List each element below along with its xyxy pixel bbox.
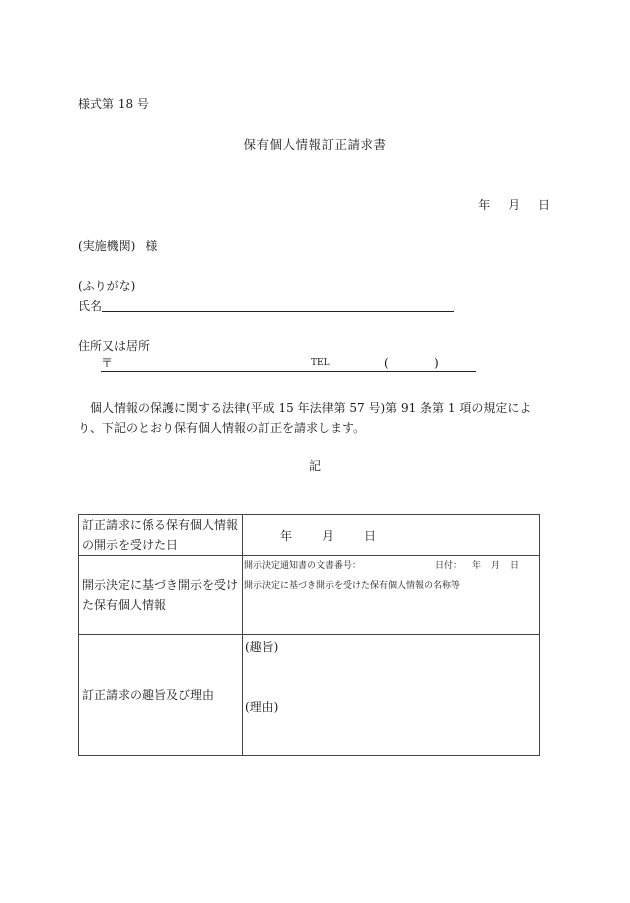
tel-paren-close: ) [434, 356, 439, 370]
date-year: 年 [478, 198, 491, 212]
disclosure-date-field[interactable] [243, 515, 540, 556]
tel-mark: TEL [311, 358, 330, 368]
name-field[interactable] [102, 311, 454, 312]
ki-heading: 記 [308, 459, 321, 473]
disclosure-date-label: 訂正請求に係る保有個人情報の開示を受けた日 [79, 515, 243, 556]
notice-day: 日 [510, 561, 520, 571]
date-month: 月 [508, 198, 521, 212]
disclosed-info-label: 開示決定に基づき開示を受けた保有個人情報 [79, 556, 243, 635]
notice-date [435, 556, 519, 576]
request-table [78, 514, 540, 756]
purpose-label: (趣旨) [245, 640, 279, 654]
notice-number-label: 開示決定通知書の文書番号： [244, 561, 362, 571]
address-field[interactable] [101, 357, 476, 372]
addressee [78, 240, 157, 252]
agency-label: (実施機関) [78, 239, 136, 253]
disclosure-year: 年 [280, 528, 293, 543]
address-label: 住所又は居所 [78, 339, 151, 353]
disclosure-day: 日 [364, 528, 377, 543]
notice-number-line [243, 556, 539, 576]
page-title: 保有個人情報訂正請求書 [243, 137, 387, 152]
disclosure-month: 月 [322, 528, 335, 543]
table-row [79, 515, 540, 556]
purpose-reason-field[interactable] [243, 635, 540, 756]
info-name-label: 開示決定に基づき開示を受けた保有個人情報の名称等 [244, 581, 461, 591]
table-row [79, 635, 540, 756]
purpose-reason-label: 訂正請求の趣旨及び理由 [79, 635, 243, 756]
honorific: 様 [145, 239, 158, 253]
postal-mark: 〒 [101, 356, 114, 370]
form-number: 様式第 18 号 [78, 97, 149, 111]
reason-label: (理由) [245, 700, 279, 714]
date-day: 日 [537, 198, 550, 212]
table-row [79, 556, 540, 635]
disclosed-info-field[interactable] [243, 556, 540, 635]
request-date [0, 199, 550, 211]
tel-paren-open: ( [384, 356, 389, 370]
furigana-label: (ふりがな) [78, 279, 136, 293]
notice-month: 月 [491, 561, 501, 571]
notice-year: 年 [472, 561, 482, 571]
name-label: 氏名 [78, 299, 103, 313]
request-statement: 個人情報の保護に関する法律(平成 15 年法律第 57 号)第 91 条第 1 項の規定により、下記のとおり保有個人情報の訂正を請求します。 [78, 401, 532, 435]
notice-date-label: 日付： [435, 561, 463, 571]
